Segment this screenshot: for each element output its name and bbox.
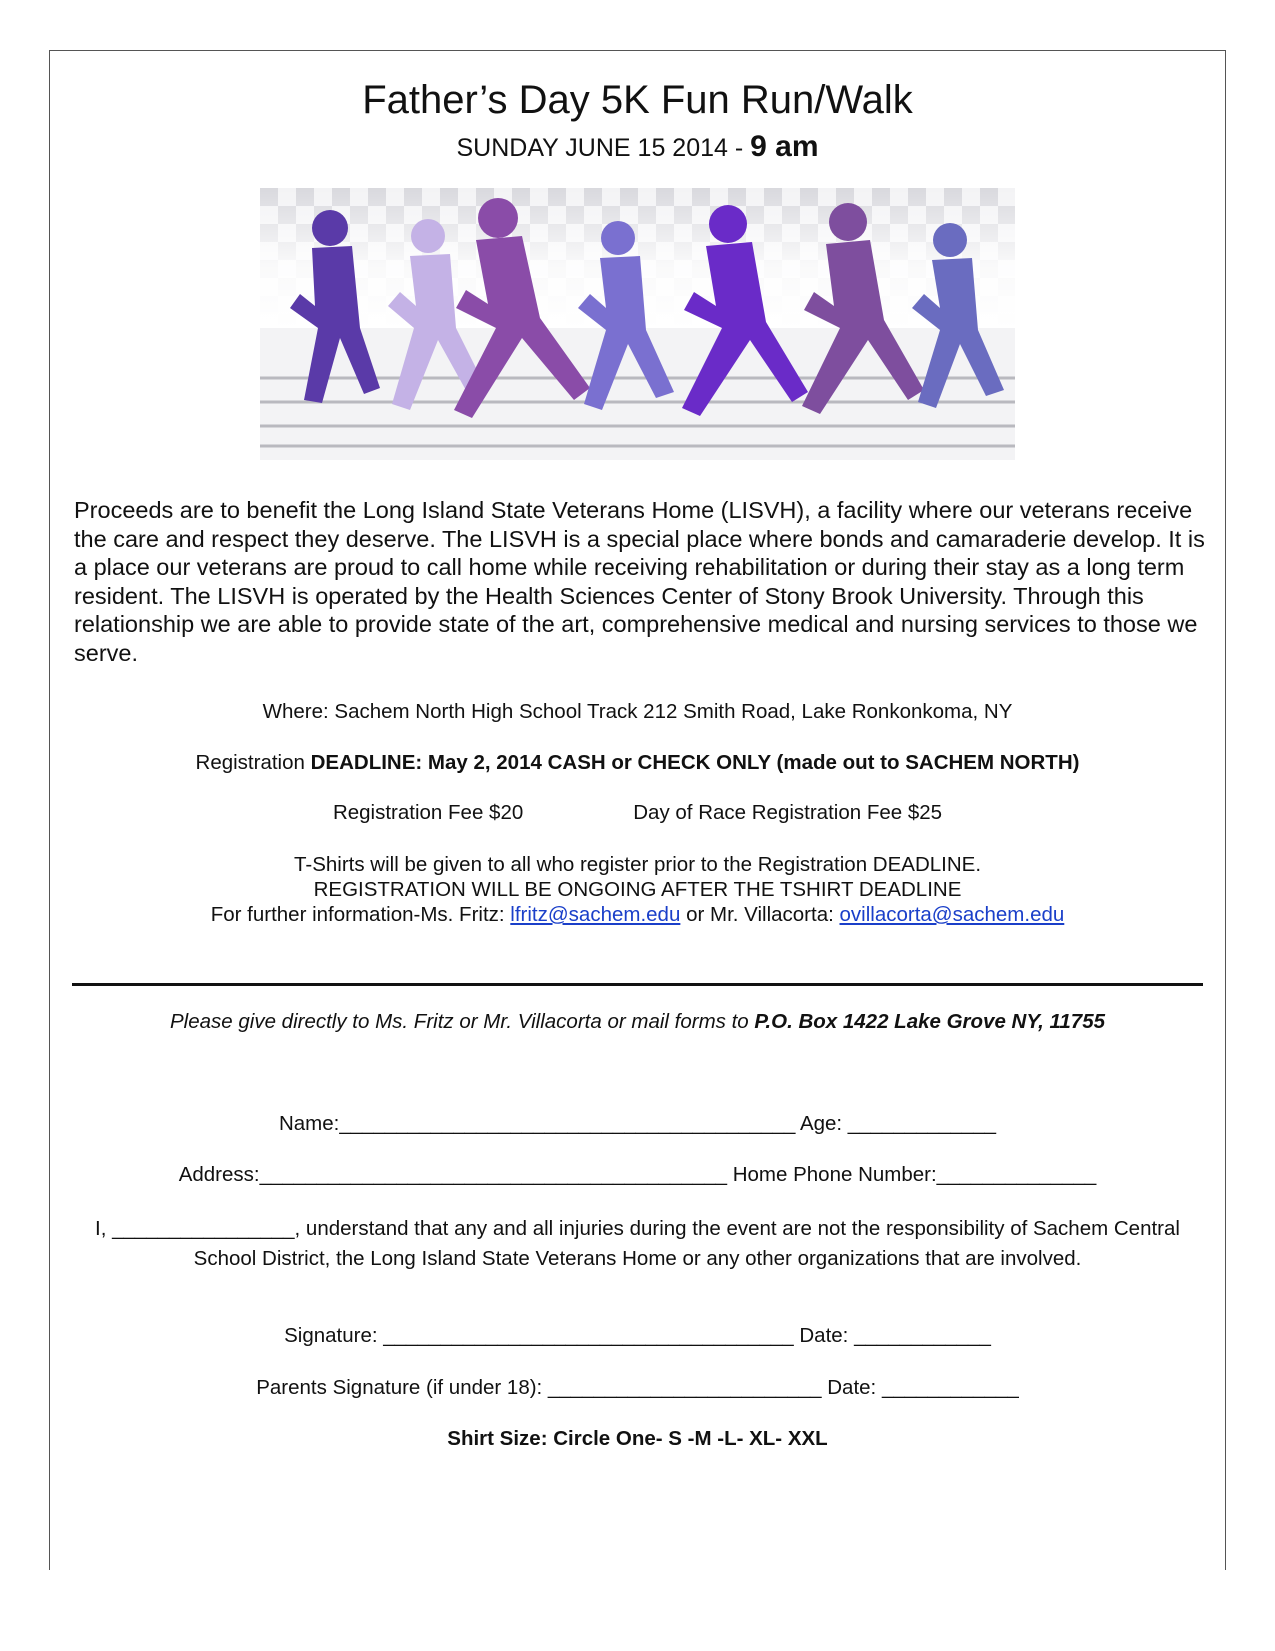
mail-address: P.O. Box 1422 Lake Grove NY, 11755: [754, 1010, 1106, 1033]
deadline-text: DEADLINE: May 2, 2014 CASH or CHECK ONLY (made out to SACHEM NORTH): [310, 751, 1080, 774]
tshirt-info: [0, 852, 1275, 927]
name-age-line: Name:________________________________________ Age: _____________: [278, 1112, 997, 1135]
mail-instructions-text: Please give directly to Ms. Fritz or Mr. Villacorta or mail forms to: [169, 1010, 755, 1033]
contact-info: [0, 902, 1275, 927]
contact-mid: or Mr. Villacorta:: [680, 903, 840, 926]
ongoing-note: REGISTRATION WILL BE ONGOING AFTER THE TSHIRT DEADLINE: [313, 878, 962, 901]
registration-deadline: [0, 751, 1275, 775]
event-date-text: SUNDAY JUNE 15 2014 -: [456, 134, 751, 162]
registration-prefix: Registration: [195, 751, 311, 774]
section-divider: [72, 983, 1203, 986]
signature-line: Signature: ____________________________________ Date: ____________: [284, 1324, 991, 1347]
mail-instructions: [0, 1010, 1275, 1034]
shirt-size: Shirt Size: Circle One- S -M -L- XL- XXL: [447, 1427, 828, 1450]
event-date: [0, 130, 1275, 164]
contact-prefix: For further information-Ms. Fritz:: [210, 903, 511, 926]
email-link-villacorta[interactable]: ovillacorta@sachem.edu: [839, 903, 1065, 926]
page-title: Father’s Day 5K Fun Run/Walk: [362, 78, 913, 122]
email-link-fritz[interactable]: lfritz@sachem.edu: [510, 903, 681, 926]
address-phone-line: Address:_________________________________________ Home Phone Number:______________: [178, 1163, 1097, 1186]
liability-waiver: I, ________________, understand that any and all injuries during the event are not the responsibility of Sachem Central School District, the Long Island State Veterans Home or any other organizations that are involved.: [95, 1217, 1180, 1270]
event-time: 9 am: [750, 130, 819, 163]
event-location: Where: Sachem North High School Track 212 Smith Road, Lake Ronkonkoma, NY: [262, 700, 1013, 723]
event-description: Proceeds are to benefit the Long Island State Veterans Home (LISVH), a facility where our veterans receive the care and respect they deserve. The LISVH is a special place where bonds and camaraderie develop. It is a place our veterans are proud to call home while receiving rehabilitation or during their stay as a long term resident. The LISVH is operated by the Health Sciences Center of Stony Brook University. Through this relationship we are able to provide state of the art, comprehensive medical and nursing services to those we serve.: [74, 497, 1205, 666]
day-of-race-fee: Day of Race Registration Fee $25: [633, 801, 943, 824]
parent-signature-line: Parents Signature (if under 18): ________________________ Date: ____________: [256, 1376, 1019, 1399]
registration-fee: Registration Fee $20: [332, 801, 524, 824]
fees-row: [0, 801, 1275, 825]
tshirt-note: T-Shirts will be given to all who register prior to the Registration DEADLINE.: [293, 853, 982, 876]
runners-silhouette-illustration: [260, 188, 1015, 460]
